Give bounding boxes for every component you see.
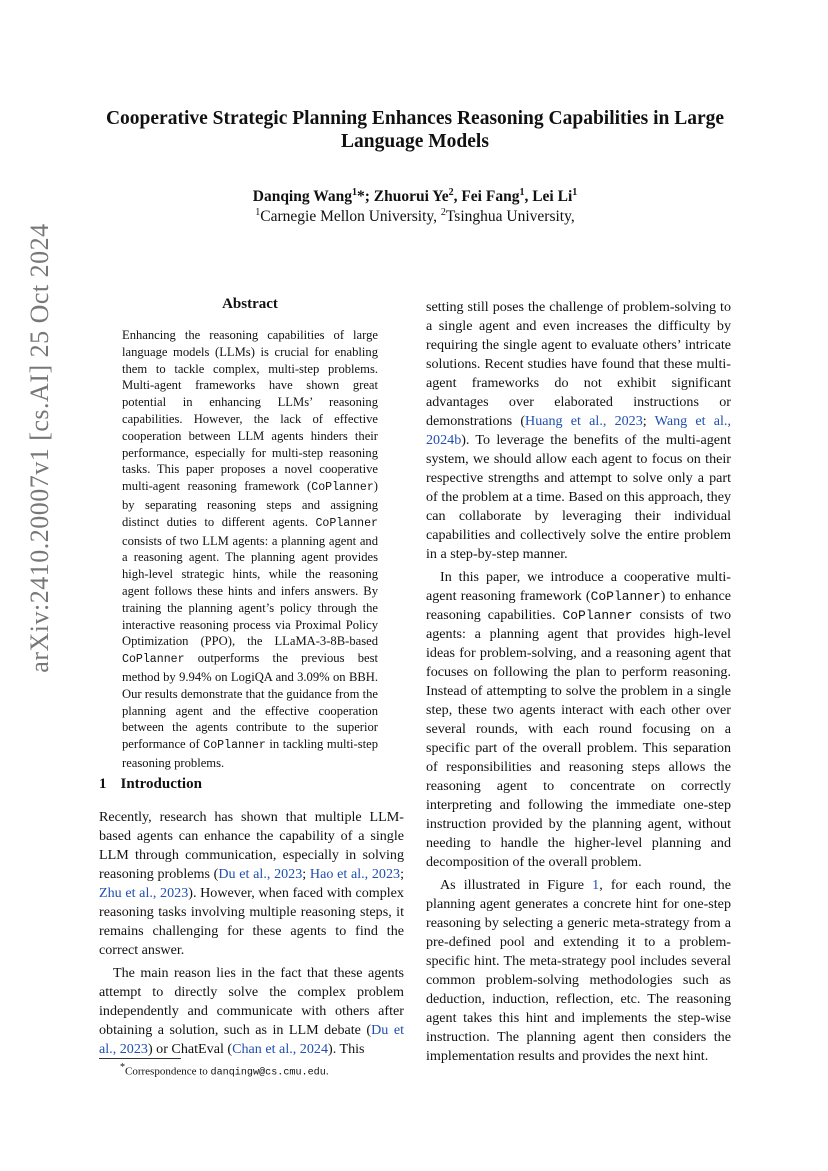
paragraph-text: ). However, when faced with complex reasoning tasks involving multiple reasoning steps, it remains challenging for these agents to find the correct answer. — [99, 885, 404, 958]
left-column-body — [99, 808, 404, 1059]
paragraph — [426, 568, 731, 872]
citation-link[interactable]: Chan et al., 2024 — [232, 1041, 328, 1057]
paragraph-text: ; — [302, 866, 310, 882]
paragraph-text: ). This — [328, 1041, 365, 1057]
email-address[interactable]: danqingw@cs.cmu.edu — [210, 1067, 326, 1079]
paragraph — [99, 964, 404, 1059]
abstract-heading: Abstract — [222, 296, 278, 312]
abstract-text: in tackling multi-step reasoning problems. — [122, 737, 378, 770]
affiliation-mark: 1 — [351, 187, 357, 198]
affiliation-mark: 2 — [440, 207, 446, 218]
affiliation-cmu: Carnegie Mellon University, — [260, 208, 438, 226]
paragraph — [426, 298, 731, 564]
code-term: CoPlanner — [311, 481, 374, 495]
affiliation-mark: 1 — [572, 187, 578, 198]
footnote-text: . — [325, 1065, 329, 1078]
footnote-text: Correspondence to — [125, 1065, 211, 1078]
citation-link[interactable]: Hao et al., 2023 — [309, 866, 401, 882]
section-title: Introduction — [120, 776, 202, 792]
paragraph-text: ). To leverage the benefits of the multi-agent system, we should allow each agent to focus on their respective strengths and attempt to solve only a part of the problem at a time. Based on this approach, they can collaborate by leveraging their individual capabilities and collectively solve the entire problem in a step-by-step manner. — [426, 432, 731, 562]
section-heading-introduction — [99, 776, 202, 793]
arxiv-identifier: arXiv:2410.20007v1 [cs.AI] 25 Oct 2024 — [25, 223, 54, 673]
citation-link[interactable]: Du et al., 2023 — [218, 866, 303, 882]
paragraph-text: As illustrated in Figure — [440, 877, 593, 893]
citation-link[interactable]: Huang et al., 2023 — [525, 413, 643, 429]
paragraph-text: ; — [400, 866, 404, 882]
abstract-body — [122, 327, 378, 772]
code-term: CoPlanner — [315, 516, 378, 530]
abstract-text: consists of two LLM agents: a planning agent and a reasoning agent. The planning agent provides high-level strategic hints, while the reasoning agent follows these hints and infers answers. By training the planning agent’s policy through the interactive reasoning process via Proximal Policy Optimization (PPO), the LLaMA-3-8B-based — [122, 533, 378, 649]
author-name: Zhuorui Ye — [373, 188, 449, 206]
abstract-text: outperforms the previous best method by 9.94% on LogiQA and 3.09% on BBH. Our results demonstrate that the guidance from the planning agent and the effective cooperation between the agents contribute to the superior performance of — [122, 651, 378, 752]
paragraph-text: In this paper, we introduce a cooperative multi-agent reasoning framework ( — [426, 569, 731, 604]
footnote-mark: * — [120, 1062, 125, 1073]
affiliations — [90, 207, 740, 226]
abstract-text: ) by separating reasoning steps and assigning distinct duties to different agents. — [122, 479, 378, 529]
citation-link[interactable]: Du et al., 2023 — [99, 1022, 404, 1057]
paragraph-text: consists of two agents: a planning agent that provides high-level ideas for problem-solving, and a reasoning agent that focuses on following the plan to perform reasoning. Instead of attempting to solve the problem in a single step, these two agents interact with each other over several rounds, with each round focusing on a specific part of the overall problem. This separation of responsibilities and reasoning steps allows the reasoning agent to concentrate on correctly interpreting and following the immediate one-step instruction provided by the planning agent, without needing to handle the higher-level planning and decomposition of the overall problem. — [426, 607, 731, 870]
paragraph-text: ) or ChatEval ( — [147, 1041, 233, 1057]
figure-link[interactable]: 1 — [592, 877, 600, 893]
affiliation-mark: 1 — [255, 207, 261, 218]
paragraph-text: The main reason lies in the fact that these agents attempt to directly solve the complex problem independently and communicate with others after obtaining a solution, such as in LLM debate ( — [99, 965, 404, 1038]
code-term: CoPlanner — [562, 608, 633, 623]
paragraph-text: Recently, research has shown that multiple LLM-based agents can enhance the capability of a single LLM through communication, especially in solving reasoning problems ( — [99, 809, 404, 882]
code-term: CoPlanner — [590, 589, 661, 604]
paper-title: Cooperative Strategic Planning Enhances Reasoning Capabilities in Large Language Models — [105, 108, 725, 152]
paragraph-text: setting still poses the challenge of problem-solving to a single agent and even increases the difficulty by requiring the single agent to evaluate others’ intricate solutions. Recent studies have found that these multi-agent frameworks do not exhibit significant advantages over elaborated instructions or demonstrations ( — [426, 299, 731, 429]
author-list: Danqing Wang$^1$*; Zhuorui Ye$^2$, Fei Fang$^1$, Lei Li$^1$ — [252, 187, 578, 206]
abstract-text: Enhancing the reasoning capabilities of large language models (LLMs) is crucial for enabling them to tackle complex, multi-step problems. Multi-agent frameworks have shown great potential in enhancing LLMs’ reasoning capabilities. However, the lack of effective cooperation between LLM agents hinders their performance, especially for multi-step reasoning tasks. This paper proposes a novel cooperative multi-agent reasoning framework ( — [122, 328, 378, 494]
footnote-mark: * — [356, 188, 365, 206]
author-name: Danqing Wang — [252, 188, 352, 206]
citation-link[interactable]: Wang et al., 2024b — [426, 413, 731, 448]
citation-link[interactable]: Zhu et al., 2023 — [99, 885, 189, 901]
affiliation-tsinghua: Tsinghua University, — [445, 208, 575, 226]
affiliation-mark: 2 — [448, 187, 454, 198]
section-number: 1 — [99, 776, 107, 792]
right-column-body — [426, 298, 731, 1066]
author-name: Fei Fang — [461, 188, 520, 206]
code-term: CoPlanner — [203, 739, 266, 753]
footnote-rule — [99, 1058, 181, 1059]
affiliation-mark: 1 — [519, 187, 525, 198]
paragraph — [99, 808, 404, 960]
paragraph-text: , for each round, the planning agent generates a concrete hint for one-step reasoning by selecting a generic meta-strategy from a pre-defined pool and extending it to a problem-specific hint. The meta-strategy pool includes several common problem-solving methodologies such as deduction, induction, reflection, etc. The reasoning agent takes this hint and implements the step-wise instruction. The planning agent then considers the implementation results and provides the next hint. — [426, 877, 731, 1064]
author-name: Lei Li — [532, 188, 573, 206]
paragraph — [426, 876, 731, 1066]
paragraph-text: ; — [642, 413, 655, 429]
footnote — [120, 1062, 329, 1079]
paragraph-text: ) to enhance reasoning capabilities. — [426, 588, 731, 623]
code-term: CoPlanner — [122, 653, 185, 667]
